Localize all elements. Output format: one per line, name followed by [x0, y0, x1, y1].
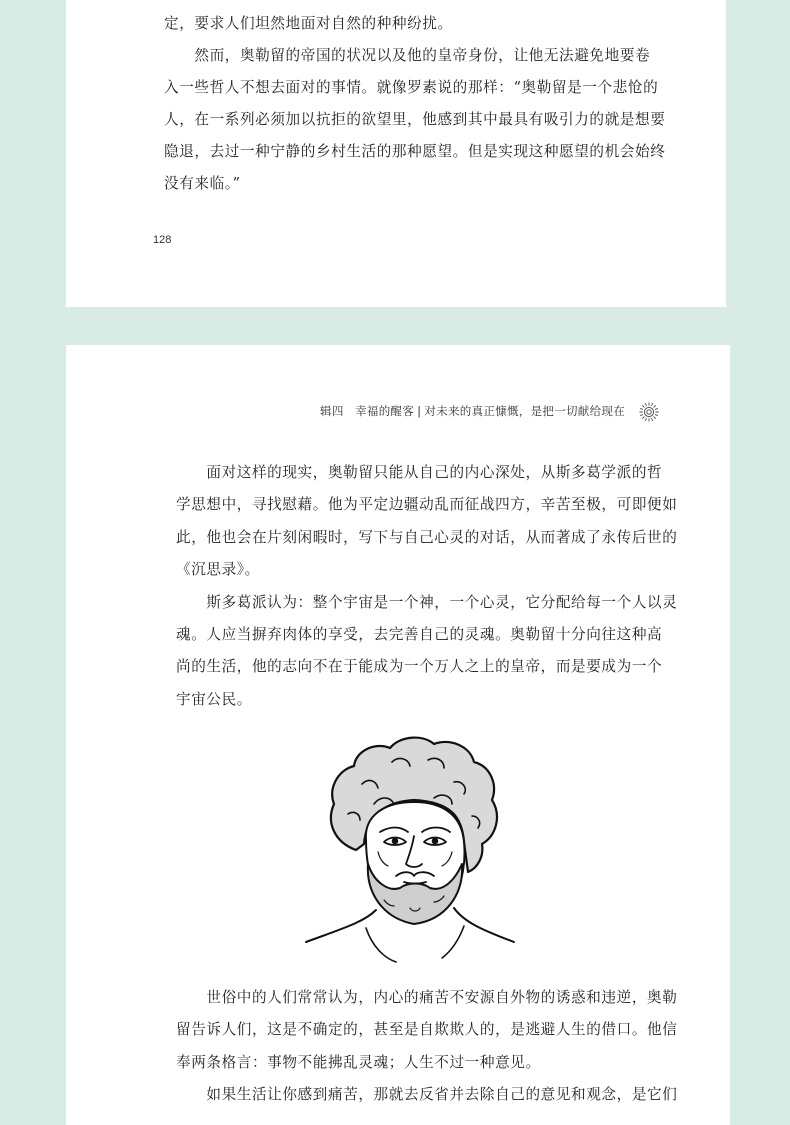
- book-page-next: [66, 345, 730, 1125]
- text-line: 世俗中的人们常常认为，内心的痛苦不安源自外物的诱惑和违逆，奥勒: [176, 989, 678, 1006]
- header-title: 幸福的醒客 | 对未来的真正慷慨，是把一切献给现在: [355, 406, 625, 418]
- sun-emblem-icon: [638, 401, 660, 423]
- text-line: 奉两条格言：事物不能拂乱灵魂；人生不过一种意见。: [176, 1053, 541, 1071]
- text-line: 尚的生活，他的志向不在于能成为一个万人之上的皇帝，而是要成为一个: [176, 658, 663, 676]
- text-line: 魂。人应当摒弃肉体的享受，去完善自己的灵魂。奥勒留十分向往这种高: [176, 626, 663, 643]
- text-line: 此，他也会在片刻闲暇时，写下与自己心灵的对话，从而著成了永传后世的: [176, 528, 678, 546]
- text-line: 如果生活让你感到痛苦，那就去反省并去除自己的意见和观念，是它们: [176, 1086, 678, 1104]
- text-line: 定，要求人们坦然地面对自然的种种纷扰。: [164, 15, 453, 32]
- text-line: 人，在一系列必须加以抗拒的欲望里，他感到其中最具有吸引力的就是想要: [164, 111, 666, 128]
- book-page-128: [66, 0, 726, 307]
- text-line: 留告诉人们，这是不确定的，甚至是自欺欺人的，是逃避人生的借口。他信: [176, 1021, 678, 1039]
- text-line: 然而，奥勒留的帝国的状况以及他的皇帝身份，让他无法避免地要卷: [164, 47, 651, 64]
- running-header: [320, 403, 633, 419]
- text-line: 没有来临。”: [164, 175, 241, 192]
- text-line: 斯多葛派认为：整个宇宙是一个神，一个心灵，它分配给每一个人以灵: [176, 593, 678, 611]
- text-line: 学思想中，寻找慰藉。他为平定边疆动乱而征战四方，辛苦至极，可即便如: [176, 496, 678, 514]
- header-section: 辑四: [320, 406, 344, 418]
- text-line: 宇宙公民。: [176, 690, 252, 708]
- text-line: 入一些哲人不想去面对的事情。就像罗素说的那样：“奥勒留是一个悲怆的: [164, 79, 659, 96]
- portrait-illustration: [304, 732, 516, 972]
- page-number: 128: [153, 234, 172, 246]
- text-line: 面对这样的现实，奥勒留只能从自己的内心深处，从斯多葛学派的哲: [176, 464, 663, 481]
- text-line: 隐退，去过一种宁静的乡村生活的那种愿望。但是实现这种愿望的机会始终: [164, 143, 666, 160]
- text-line: 《沉思录》。: [176, 561, 260, 579]
